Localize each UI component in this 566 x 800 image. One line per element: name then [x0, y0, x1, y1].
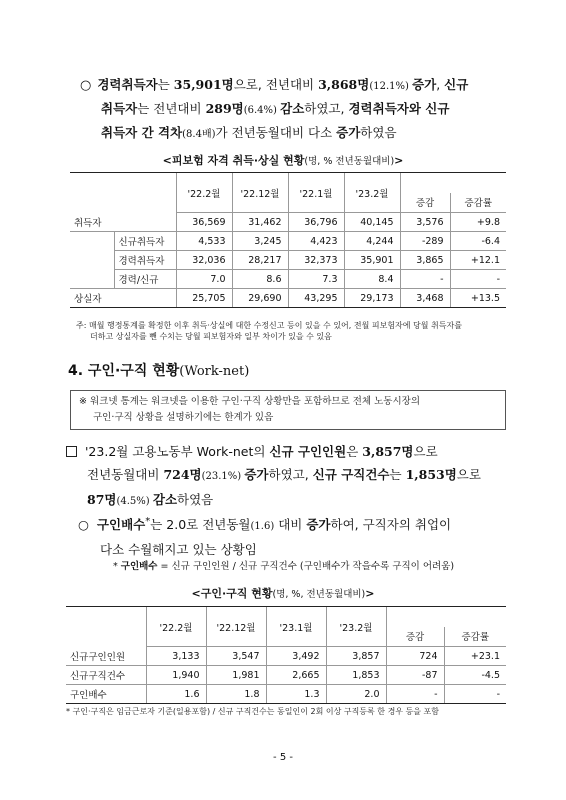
summary-paragraph-3: ○ 구인배수*는 2.0로 전년동월(1.6) 대비 증가하여, 구직자의 취업이 다소 수월해지고 있는 상황임 [78, 516, 452, 558]
summary-paragraph-2: '23.2월 고용노동부 Work-net의 신규 구인인원은 3,857명으로 전년동월대비 724명(23.1%) 증가하였고, 신규 구직건수는 1,853명으로 87명(4.5%) 감소하였음 [66, 440, 516, 513]
table-row: 구인배수 1.6 1.8 1.3 2.0 - - [66, 685, 506, 704]
table-row: 신규구직건수 1,940 1,981 2,665 1,853 -87 -4.5 [66, 666, 506, 685]
page-number: - 5 - [273, 752, 293, 763]
col-header: 증감 [386, 627, 444, 647]
table-row: 신규구인인원 3,133 3,547 3,492 3,857 724 +23.1 [66, 647, 506, 666]
col-header: '23.2월 [344, 173, 400, 213]
table2-caption: <구인·구직 현황(명, %, 전년동월대비)> [191, 587, 375, 600]
worknet-notice-box: ※ 워크넷 통계는 워크넷을 이용한 구인·구직 상황만을 포함하므로 전체 노동시장의 구인·구직 상황을 설명하기에는 한계가 있음 [70, 390, 506, 430]
col-header: '23.2월 [326, 607, 386, 647]
col-header: '22.12월 [232, 173, 288, 213]
ratio-definition-note: * 구인배수 = 신규 구인인원 / 신규 구직건수 (구인배수가 작을수록 구직이 어려움) [113, 561, 455, 572]
col-header: '23.1월 [266, 607, 326, 647]
col-header: '22.12월 [206, 607, 266, 647]
table1-footnote: 주: 매월 행정통계를 확정한 이후 취득·상실에 대한 수정신고 등이 있을 수 있어, 전월 피보험자에 당월 취득자를 더하고 상실자를 뺀 수치는 당월 피보험자와 일부 차이가 있을 수 있음 [76, 321, 462, 341]
col-header: '22.2월 [146, 607, 206, 647]
col-header: 증감 [400, 193, 450, 213]
circle-bullet: ○ [78, 517, 89, 533]
col-header: '22.1월 [288, 173, 344, 213]
insurance-status-table [70, 172, 506, 308]
job-matching-table [66, 606, 506, 704]
col-header: 증감률 [444, 627, 506, 647]
table2-footnote: * 구인·구직은 임금근로자 기준(일용포함) / 신규 구직건수는 동일인이 2회 이상 구직등록 한 경우 등을 포함 [66, 707, 440, 716]
table-row: 상실자 25,705 29,690 43,295 29,173 3,468 +13.5 [70, 289, 506, 308]
summary-paragraph-1: ○ 경력취득자는 35,901명으로, 전년대비 3,868명(12.1%) 증가, 신규 취득자는 전년대비 289명(6.4%) 감소하였고, 경력취득자와 신규 취득자 간 격차(8.4배)가 전년동월대비 다소 증가하였음 [80, 77, 469, 140]
circle-bullet: ○ [80, 78, 92, 93]
square-bullet-icon [66, 446, 77, 457]
col-header: 증감률 [450, 193, 506, 213]
table1-caption: <피보험 자격 취득·상실 현황(명, % 전년동월대비)> [162, 154, 404, 167]
table-row: 취득자 36,569 31,462 36,796 40,145 3,576 +9.8 [70, 213, 506, 232]
table-row: 경력취득자 32,036 28,217 32,373 35,901 3,865 +12.1 [70, 251, 506, 270]
col-header: '22.2월 [176, 173, 232, 213]
table-row: 신규취득자 4,533 3,245 4,423 4,244 -289 -6.4 [70, 232, 506, 251]
table-row: 경력/신규 7.0 8.6 7.3 8.4 - - [70, 270, 506, 289]
section-heading: 4. 구인·구직 현황(Work-net) [68, 363, 250, 379]
